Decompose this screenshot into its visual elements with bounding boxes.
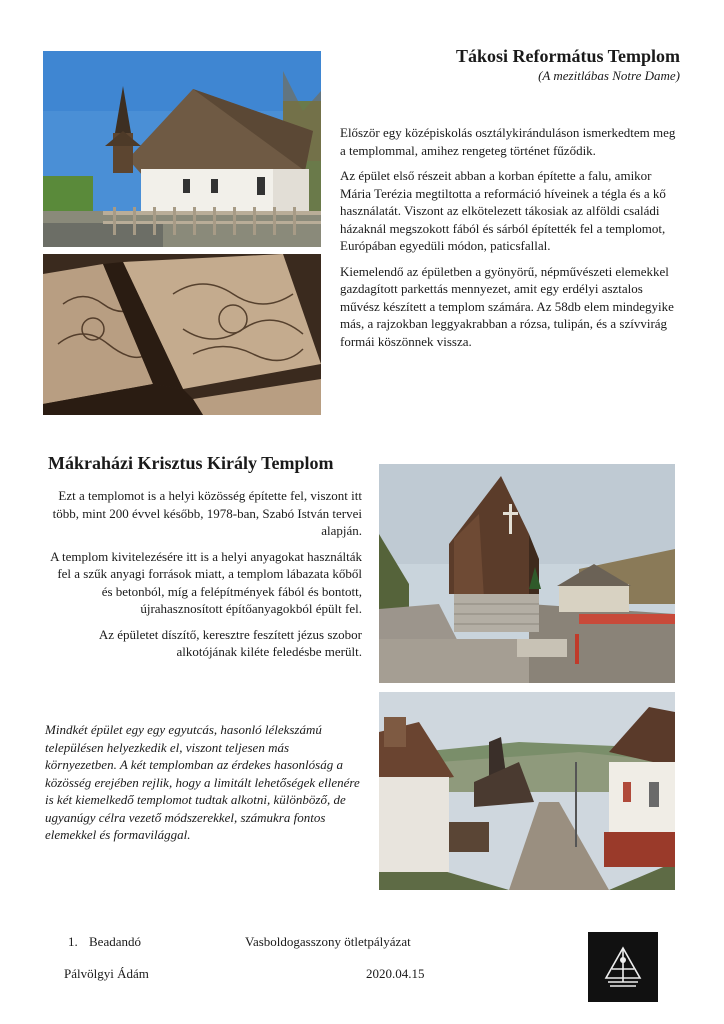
makrahaz-paragraph: Az épületet díszítő, keresztre feszített jézus szobor alkotójának kiléte feledésbe merült.	[98, 626, 362, 660]
takos-subtitle: (A mezitlábas Notre Dame)	[538, 68, 680, 83]
makrahaz-text	[48, 487, 362, 669]
village-street-photo	[379, 692, 675, 890]
competition-logo	[588, 932, 658, 1002]
makrahaz-paragraph: A templom kivitelezésére itt is a helyi anyagokat használták fel a szűk anyagi források miatt, a templom lábazata kőből és betonból, míg a felépítmények fából és bontott, újrahasznosított építőanyagokból épült fel.	[50, 548, 362, 617]
footer-number: 1.	[68, 934, 78, 949]
makrahaz-church-photo	[379, 464, 675, 683]
footer-competition: Vasboldogasszony ötletpályázat	[245, 934, 411, 949]
takos-paragraph: Az épület első részeit abban a korban építette a falu, amikor Mária Terézia megtiltotta a reformáció híveinek a tégla és a kő használatát. Viszont az elkötelezett tákosiak az alföldi családi házaknál megszokott fából és sárból építették fel a templomot, Európában egyedüli módon, paticsfallal.	[340, 168, 666, 254]
takos-title: Tákosi Református Templom	[455, 46, 680, 66]
takos-ceiling-photo	[43, 254, 321, 415]
takos-paragraph: Kiemelendő az épületben a gyönyörű, népművészeti elemekkel gazdagított parkettás mennyezet, amit egy erdélyi asztalos művész készített a templom számára. Az 58db elem mindegyike más, a rajzokban leggyakrabban a rózsa, tulipán, és a szívvirág formái köszönnek vissza.	[340, 263, 674, 350]
footer-date: 2020.04.15	[366, 966, 425, 981]
takos-paragraph: Először egy középiskolás osztálykiránduláson ismerkedtem meg a templommal, amihez rengeteg történet fűződik.	[340, 125, 676, 158]
footer-label: Beadandó	[89, 934, 141, 949]
takos-church-photo	[43, 51, 321, 247]
makrahaz-paragraph: Ezt a templomot is a helyi közösség építette fel, viszont itt több, mint 200 évvel később, 1978-ban, Szabó István tervei alapján.	[52, 488, 362, 539]
makrahaz-title: Mákraházi Krisztus Király Templom	[48, 453, 334, 473]
conclusion-text: Mindkét épület egy egy egyutcás, hasonló lélekszámú településen helyezkedik el, viszont teljesen más környezetben. A két templomban az érdekes hasonlóság a közösség erejében rejlik, hogy a limitált lehetőségek ellenére is két kiemelkedő templomot tudtak alkotni, különböző, de ugyanúgy célra vezető módszerekkel, számukra fontos elemekkel és formavilággal.	[45, 722, 360, 843]
footer-author: Pálvölgyi Ádám	[64, 966, 149, 981]
takos-text	[340, 124, 680, 359]
